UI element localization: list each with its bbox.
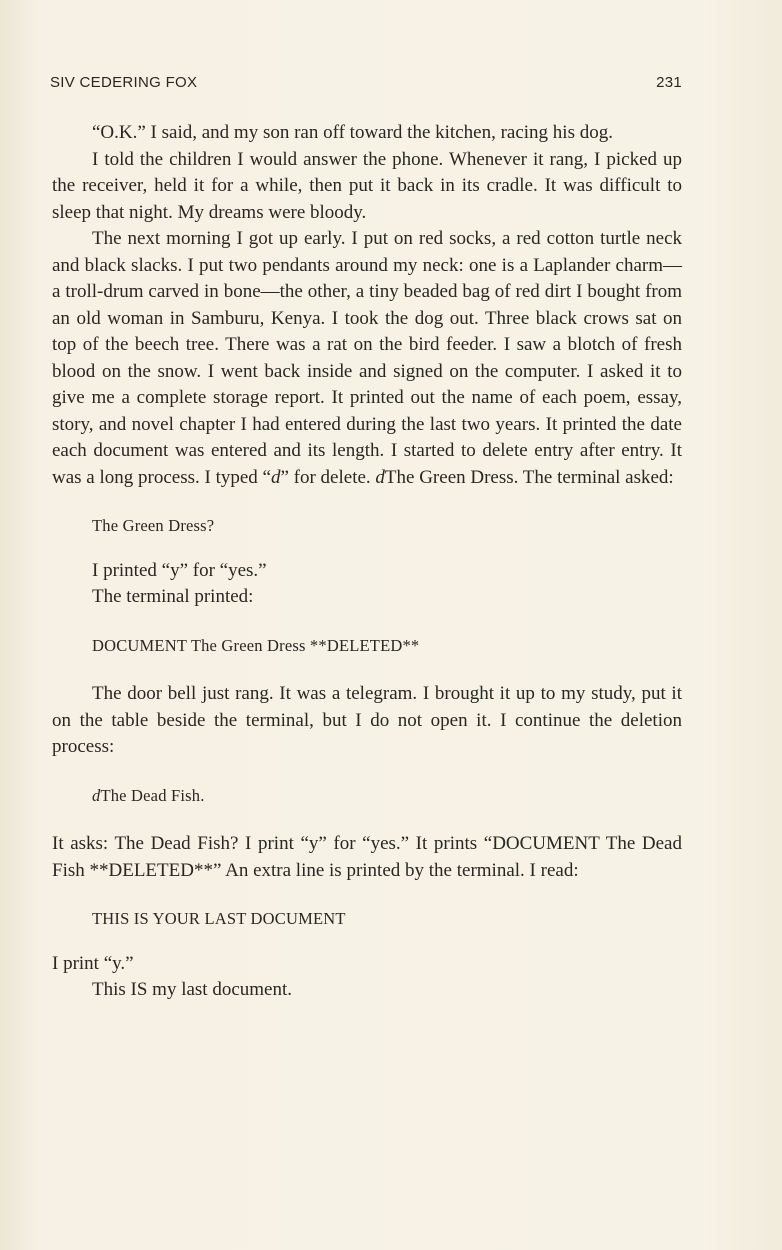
terminal-line-2: DOCUMENT The Green Dress **DELETED** (92, 635, 420, 655)
terminal-line-4: THIS IS YOUR LAST DOCUMENT (92, 909, 346, 928)
page-number: 231 (656, 74, 682, 91)
spacer (52, 491, 682, 513)
paragraph-7: It asks: The Dead Fish? I print “y” for “yes.” It prints “DOCUMENT The Dead Fish **DELETED**” An extra line is printed by the terminal. I read: (52, 833, 682, 881)
paragraph-3-part-a: The next morning I got up early. I put on red socks, a red cotton turtle neck and black slacks. I put two pendants around my neck: one is a Laplander charm—a troll-drum carved in bone—the other, a tiny beaded bag of red dirt I bought from an old woman in Samburu, Kenya. I took the dog out. Three black crows sat on top of the beech tree. There was a rat on the bird feeder. I saw a blotch of fresh blood on the snow. I went back inside and signed on the computer. I asked it to give me a complete storage report. It printed out the name of each poem, essay, story, and novel chapter I had entered during the last two years. It printed the date each document was entered and its length. I started to delete entry after entry. It was a long process. I typed “ (52, 228, 682, 488)
spacer (52, 761, 682, 783)
running-header (50, 74, 682, 98)
paragraph-5: The terminal printed: (92, 586, 254, 607)
spacer (52, 933, 682, 951)
spacer (52, 884, 682, 906)
paragraph-3 (52, 226, 682, 491)
paragraph-8: I print “y.” (52, 952, 134, 974)
paragraph-2: I told the children I would answer the phone. Whenever it rang, I picked up the receiver, held it for a while, then put it back in its cradle. It was difficult to sleep that night. My dreams were bloody. (52, 148, 682, 223)
italic-d-2: d (375, 466, 385, 488)
paragraph-3-part-b: ” for delete. (280, 466, 376, 488)
paragraph-6: The door bell just rang. It was a telegram. I brought it up to my study, put it on the table beside the terminal, but I do not open it. I continue the deletion process: (52, 683, 682, 757)
body-text (52, 120, 682, 1004)
spacer (52, 809, 682, 831)
spacer (52, 611, 682, 633)
terminal-line-3-text: The Dead Fish. (100, 785, 205, 805)
paragraph-1: “O.K.” I said, and my son ran off toward the kitchen, racing his dog. (92, 122, 613, 143)
spacer (52, 540, 682, 558)
header-author: SIV CEDERING FOX (50, 74, 198, 91)
paragraph-3-part-c: The Green Dress. The terminal asked: (384, 466, 674, 488)
terminal-line-1: The Green Dress? (92, 516, 215, 535)
spacer (52, 659, 682, 681)
paragraph-4: I printed “y” for “yes.” (92, 559, 267, 581)
italic-d-3: d (92, 785, 101, 805)
paragraph-9: This IS my last document. (92, 979, 293, 1000)
terminal-line-3 (52, 783, 682, 810)
italic-d-1: d (270, 466, 281, 488)
